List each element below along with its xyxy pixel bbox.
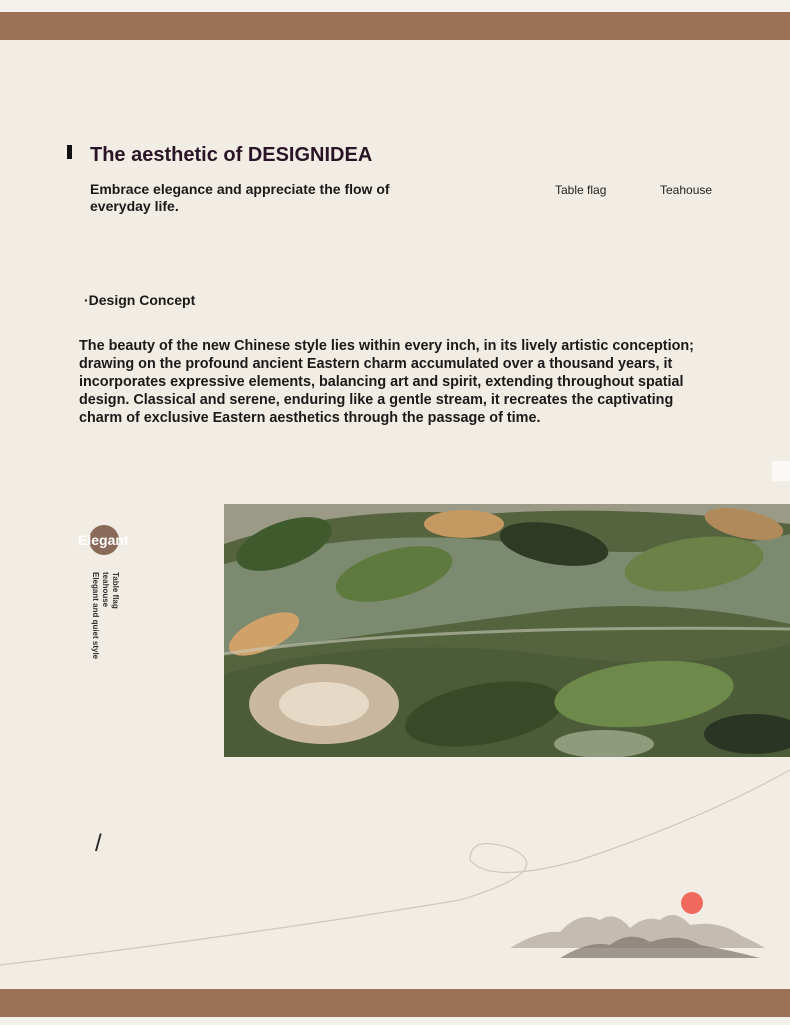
side-square xyxy=(772,461,790,481)
feature-line-style: Elegant and quiet style xyxy=(91,572,100,660)
top-band xyxy=(0,12,790,40)
fabric-photo xyxy=(224,504,790,757)
title-marker xyxy=(67,145,72,159)
fabric-illustration xyxy=(224,504,790,757)
page-subtitle: Embrace elegance and appreciate the flow of everyday life. xyxy=(90,181,390,214)
page-title: The aesthetic of DESIGNIDEA xyxy=(90,144,373,166)
tag-teahouse: Teahouse xyxy=(660,183,713,197)
tag-table-flag: Table flag xyxy=(555,183,607,197)
elegant-label: Elegant xyxy=(78,532,129,548)
sun-icon xyxy=(681,892,703,914)
design-concept-heading: ·Design Concept xyxy=(84,292,196,308)
feature-line-table-flag: Table flag xyxy=(111,572,120,609)
bottom-band xyxy=(0,989,790,1017)
bottom-strip xyxy=(0,1017,790,1025)
design-concept-body: The beauty of the new Chinese style lies within every inch, in its lively artistic conception; drawing on the profound ancient Eastern charm accumulated over a thousand years, it incorporates expressive elements, balancing art and spirit, extending throughout spatial design. Classical and serene, enduring like a gentle stream, it recreates the captivating charm of exclusive Eastern aesthetics through the passage of time. xyxy=(79,338,694,427)
feature-line-teahouse: teahouse xyxy=(101,572,110,608)
slash-ornament: / xyxy=(95,830,102,857)
top-strip xyxy=(0,0,790,12)
landscape-decoration xyxy=(0,760,790,990)
